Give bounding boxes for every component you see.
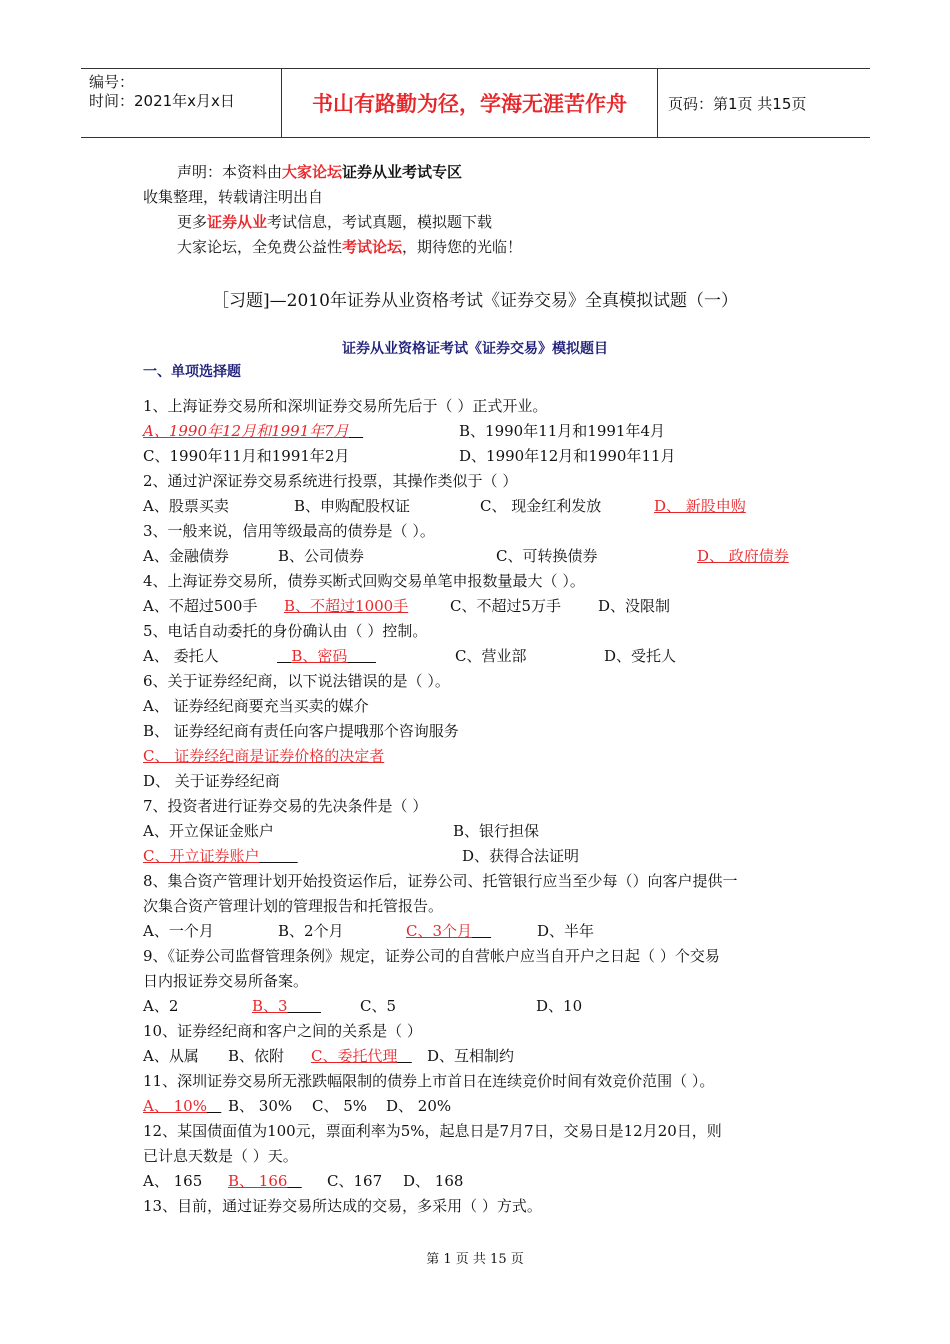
q5-option-d: D、受托人: [604, 647, 677, 665]
question-6: 6、关于证券经纪商，以下说法错误的是（ ）。: [143, 672, 450, 690]
doc-time-label: 时间：2021年x月x日: [89, 92, 235, 110]
q8-option-d: D、半年: [537, 922, 595, 940]
securities-link[interactable]: 证券从业: [207, 213, 268, 231]
document-title: ［习题]—2010年证券从业资格考试《证券交易》全真模拟试题（一）: [212, 291, 738, 311]
q11-option-a: A、 10%: [143, 1097, 207, 1115]
header-motto: 书山有路勤为径，学海无涯苦作舟: [281, 69, 658, 137]
header-meta: [81, 69, 281, 137]
q10-option-d: D、互相制约: [427, 1047, 515, 1065]
q3-option-b: B、公司债券: [278, 547, 365, 565]
notice-text: 考试信息，考试真题，模拟题下载: [267, 213, 493, 231]
notice-line-2: 收集整理，转载请注明出自: [143, 188, 324, 206]
q4-option-d: D、没限制: [598, 597, 671, 615]
q8-option-c: C、3个月: [406, 922, 473, 940]
page-header: [81, 68, 870, 138]
q6-option-d: D、 关于证券经纪商: [143, 772, 280, 790]
q6-option-c: C、 证券经纪商是证券价格的决定者: [143, 747, 385, 765]
q4-option-c: C、不超过5万手: [450, 597, 562, 615]
forum-link[interactable]: 大家论坛: [282, 163, 343, 181]
notice-line-4: [177, 237, 522, 257]
q12-option-a: A、 165: [143, 1172, 203, 1190]
q6-option-a: A、 证券经纪商要充当买卖的媒介: [143, 697, 369, 715]
q9-option-d: D、10: [536, 997, 583, 1015]
q5-option-a: A、 委托人: [143, 647, 219, 665]
q11-option-b: B、 30%: [228, 1097, 293, 1115]
q4-option-a: A、不超过500手: [143, 597, 258, 615]
q3-option-c: C、可转换债券: [496, 547, 598, 565]
question-8-line-1: 8、集合资产管理计划开始投资运作后，证券公司、托管银行应当至少每（）向客户提供一: [143, 872, 738, 890]
q1-option-b: B、1990年11月和1991年4月: [459, 422, 666, 440]
question-2: 2、通过沪深证券交易系统进行投票，其操作类似于（ ）: [143, 472, 518, 490]
q2-option-d: D、 新股申购: [654, 497, 746, 515]
q1-option-d: D、1990年12月和1990年11月: [459, 447, 676, 465]
question-9-line-2: 日内报证券交易所备案。: [143, 972, 309, 990]
q4-option-b: B、不超过1000手: [284, 597, 409, 615]
document-subtitle: 证券从业资格证考试《证券交易》模拟题目: [342, 341, 608, 357]
q7-option-c: C、开立证券账户: [143, 847, 260, 865]
question-3: 3、一般来说，信用等级最高的债券是（ ）。: [143, 522, 435, 540]
question-4: 4、上海证券交易所，债券买断式回购交易单笔申报数量最大（ ）。: [143, 572, 585, 590]
q9-option-a: A、2: [143, 997, 179, 1015]
q8-option-a: A、一个月: [143, 922, 214, 940]
section-heading: 一、单项选择题: [143, 364, 241, 380]
q8-option-b: B、2个月: [278, 922, 344, 940]
question-7: 7、投资者进行证券交易的先决条件是（ ）: [143, 797, 428, 815]
notice-zone: 证券从业考试专区: [342, 163, 463, 181]
q12-option-b: B、 166: [228, 1172, 288, 1190]
exam-forum-link[interactable]: 考试论坛: [342, 238, 403, 256]
question-1: 1、上海证券交易所和深圳证券交易所先后于（ ）正式开业。: [143, 397, 548, 415]
notice-text: 更多: [177, 213, 208, 231]
question-12-line-2: 已计息天数是（ ）天。: [143, 1147, 298, 1165]
q10-option-c: C、委托代理: [311, 1047, 398, 1065]
q2-option-a: A、股票买卖: [143, 497, 229, 515]
doc-id-label: 编号：: [89, 73, 135, 91]
question-10: 10、证券经纪商和客户之间的关系是（ ）: [143, 1022, 422, 1040]
q11-option-c: C、 5%: [312, 1097, 368, 1115]
question-13: 13、目前，通过证券交易所达成的交易，多采用（ ）方式。: [143, 1197, 542, 1215]
q2-option-b: B、申购配股权证: [294, 497, 411, 515]
q9-option-c: C、5: [360, 997, 397, 1015]
notice-text: 声明：本资料由: [177, 163, 283, 181]
q2-option-c: C、 现金红利发放: [480, 497, 602, 515]
q10-option-a: A、从属: [143, 1047, 199, 1065]
question-8-line-2: 次集合资产管理计划的管理报告和托管报告。: [143, 897, 444, 915]
q3-option-a: A、金融债券: [143, 547, 229, 565]
q1-option-a: A、1990年12月和1991年7月: [143, 422, 349, 440]
q5-option-b: B、密码: [291, 647, 348, 665]
question-5: 5、电话自动委托的身份确认由（ ）控制。: [143, 622, 428, 640]
notice-text: ，期待您的光临！: [402, 238, 523, 256]
q11-option-d: D、 20%: [386, 1097, 452, 1115]
q7-option-a: A、开立保证金账户: [143, 822, 274, 840]
q1-option-c: C、1990年11月和1991年2月: [143, 447, 350, 465]
question-12-line-1: 12、某国债面值为100元，票面利率为5%，起息日是7月7日，交易日是12月20日，则: [143, 1122, 722, 1140]
notice-text: 大家论坛，全免费公益性: [177, 238, 343, 256]
q12-option-d: D、 168: [403, 1172, 464, 1190]
q7-option-b: B、银行担保: [453, 822, 540, 840]
q6-option-b: B、 证券经纪商有责任向客户提哦那个咨询服务: [143, 722, 459, 740]
question-11: 11、深圳证券交易所无涨跌幅限制的债券上市首日在连续竞价时间有效竞价范围（ ）。: [143, 1072, 715, 1090]
notice-line-3: [177, 212, 492, 232]
question-9-line-1: 9、《证券公司监督管理条例》规定，证券公司的自营帐户应当自开户之日起（ ）个交易: [143, 947, 720, 965]
q10-option-b: B、依附: [228, 1047, 285, 1065]
q9-option-b: B、3: [252, 997, 288, 1015]
q7-option-d: D、获得合法证明: [462, 847, 580, 865]
q12-option-c: C、167: [327, 1172, 383, 1190]
notice-line-1: [177, 162, 462, 182]
q5-option-c: C、营业部: [455, 647, 527, 665]
page-footer: 第 1 页 共 15 页: [426, 1252, 524, 1267]
header-page-info: 页码：第1页 共15页: [668, 94, 807, 113]
q3-option-d: D、 政府债券: [697, 547, 789, 565]
